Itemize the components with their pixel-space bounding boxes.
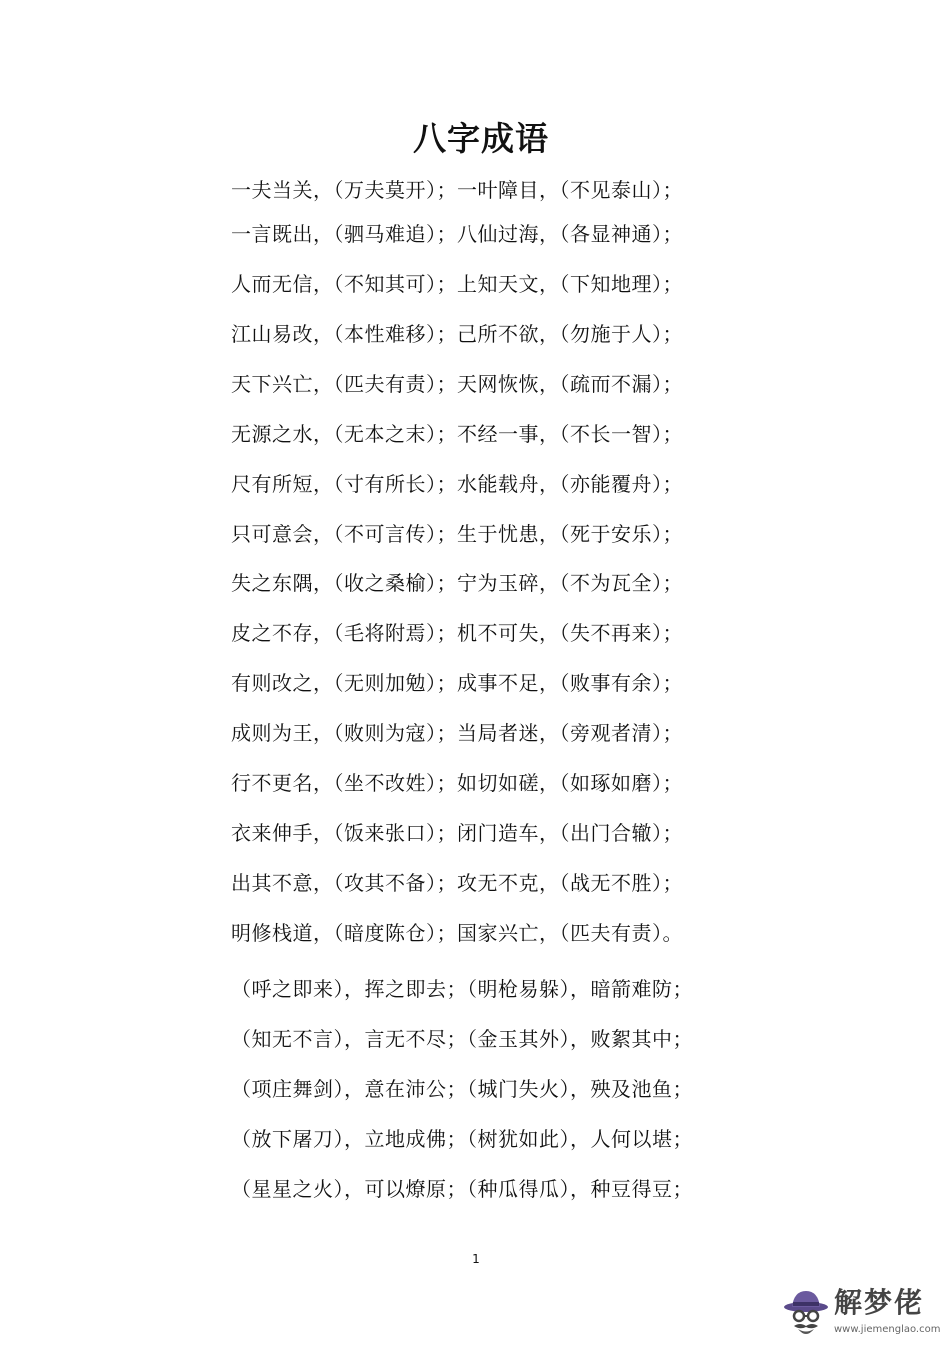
idiom-line-3: 人而无信，（不知其可）；上知天文，（下知地理）；: [231, 272, 683, 296]
idiom-line-7: 尺有所短，（寸有所长）；水能载舟，（亦能覆舟）；: [231, 472, 683, 496]
idiom-line-20: （放下屠刀），立地成佛；（树犹如此），人何以堪；: [231, 1127, 693, 1151]
idiom-line-21: （星星之火），可以燎原；（种瓜得瓜），种豆得豆；: [231, 1177, 693, 1201]
idiom-line-10: 皮之不存，（毛将附焉）；机不可失，（失不再来）；: [231, 621, 683, 645]
idiom-line-13: 行不更名，（坐不改姓）；如切如磋，（如琢如磨）；: [231, 771, 683, 795]
page-number: 1: [472, 1252, 480, 1266]
idiom-line-4: 江山易改，（本性难移）；己所不欲，（勿施于人）；: [231, 322, 683, 346]
idiom-line-18: （知无不言），言无不尽；（金玉其外），败絮其中；: [231, 1027, 693, 1051]
idiom-line-19: （项庄舞剑），意在沛公；（城门失火），殃及池鱼；: [231, 1077, 693, 1101]
idiom-line-17: （呼之即来），挥之即去；（明枪易躲），暗箭难防；: [231, 977, 693, 1001]
idiom-line-15: 出其不意，（攻其不备）；攻无不克，（战无不胜）；: [231, 871, 683, 895]
idiom-line-9: 失之东隅，（收之桑榆）；宁为玉碎，（不为瓦全）；: [231, 571, 683, 595]
idiom-line-16: 明修栈道，（暗度陈仓）；国家兴亡，（匹夫有责）。: [231, 921, 683, 945]
idiom-line-2: 一言既出，（驷马难追）；八仙过海，（各显神通）；: [231, 222, 683, 246]
idiom-line-1: 一夫当关，（万夫莫开）；一叶障目，（不见泰山）；: [231, 178, 683, 202]
page-title: 八字成语: [413, 119, 549, 158]
watermark-brand: 解梦佬: [834, 1286, 925, 1319]
idiom-line-5: 天下兴亡，（匹夫有责）；天网恢恢，（疏而不漏）；: [231, 372, 683, 396]
watermark-url: www.jiemenglao.com: [834, 1324, 941, 1335]
idiom-line-6: 无源之水，（无本之末）；不经一事，（不长一智）；: [231, 422, 683, 446]
idiom-line-14: 衣来伸手，（饭来张口）；闭门造车，（出门合辙）；: [231, 821, 683, 845]
idiom-line-12: 成则为王，（败则为寇）；当局者迷，（旁观者清）；: [231, 721, 683, 745]
site-watermark: [782, 1283, 947, 1343]
idiom-line-8: 只可意会，（不可言传）；生于忧患，（死于安乐）；: [231, 522, 683, 546]
idiom-line-11: 有则改之，（无则加勉）；成事不足，（败事有余）；: [231, 671, 683, 695]
detective-hat-icon: [782, 1287, 830, 1337]
